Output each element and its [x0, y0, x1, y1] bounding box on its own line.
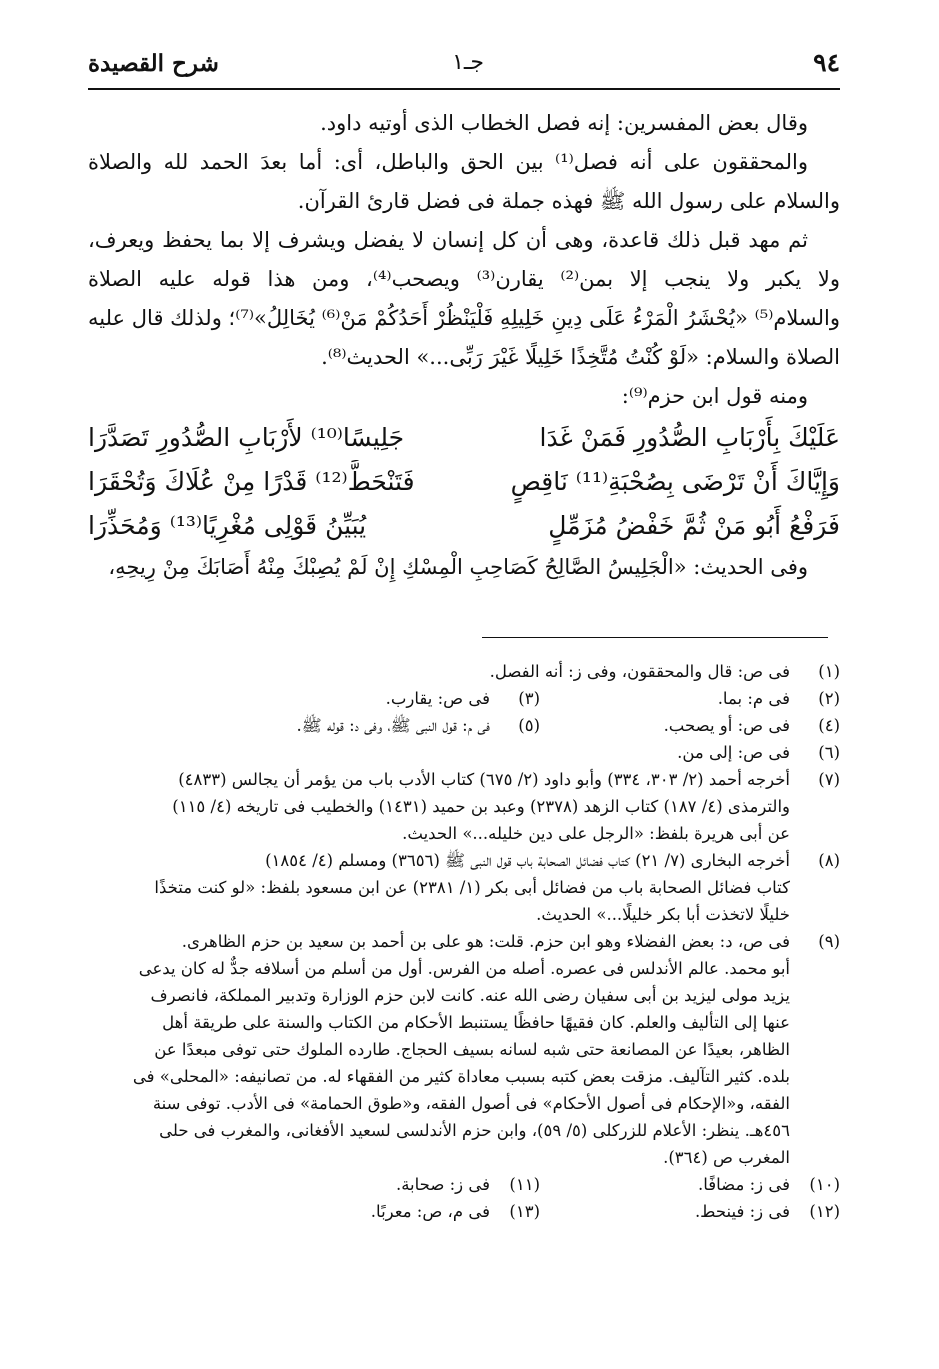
footnotes	[88, 658, 840, 1225]
footnote-line: أخرجه البخارى (٧/ ٢١) كتاب فضائل الصحابة باب قول النبى ﷺ (٣٦٥٦) ومسلم (٤/ ١٨٥٤)	[265, 851, 790, 870]
footnote-text	[88, 847, 790, 928]
footnote-separator	[482, 637, 828, 638]
footnote-line: والترمذى (٤/ ١٨٧) كتاب الزهد (٢٣٧٨) وعبد بن حميد (١٤٣١) والخطيب فى تاريخه (٤/ ١١٥)	[172, 797, 790, 816]
page-number: ٩٤	[813, 48, 840, 77]
footnote-number: (٩)	[818, 932, 840, 951]
text-line: الصلاة والسلام: «لَوْ كُنْتُ مُتَّخِذًا خَلِيلًا غَيْرَ رَبِّى...» الحديث⁽⁸⁾.	[321, 345, 840, 369]
footnote-text: فى ز: فينحط.	[694, 1202, 790, 1221]
footnote-number: (١٠)	[809, 1175, 840, 1194]
footnote-line: المغرب ص (٣٦٤).	[663, 1148, 790, 1167]
part-number: جـ١	[452, 50, 484, 75]
running-header	[88, 40, 840, 84]
footnote-line: ٤٥٦هـ. ينظر: الأعلام للزركلى (٥/ ٥٩)، وابن حزم الأندلسى لسعيد الأفغانى، والمغرب فى حلى	[159, 1121, 790, 1140]
header-rule	[88, 88, 840, 90]
footnote	[88, 928, 840, 1171]
footnote-number: (٤)	[818, 716, 840, 735]
verse-first-hemistich: عَلَيْكَ بِأَرْبَابِ الصُّدُورِ فَمَنْ غَدَا	[539, 423, 840, 452]
footnote	[540, 1171, 840, 1198]
footnote-text: فى ز: مضافًا.	[698, 1175, 790, 1194]
footnote-text	[88, 928, 790, 1171]
text-line: وفى الحديث: «الْجَلِيسُ الصَّالِحُ كَصَاحِبِ الْمِسْكِ إِنْ لَمْ يُصِبْكَ مِنْهُ أَصَابَكَ مِنْ رِيحِهِ،	[108, 555, 808, 579]
footnote	[140, 1171, 540, 1198]
footnote-text: فى ص: قال والمحققون، وفى ز: أنه الفصل.	[489, 662, 790, 681]
footnote-text: فى م، ص: معربًا.	[370, 1202, 490, 1221]
footnote-row	[88, 712, 840, 739]
text-line: ولا يكبر ولا ينجب إلا بمن⁽²⁾ يقارن⁽³⁾ ويصحب⁽⁴⁾، ومن هذا قوله عليه الصلاة	[88, 267, 840, 291]
footnote-line: عنها إلى التأليف والعلم. كان فقيهًا حافظًا يستنبط الأحكام من الكتاب والسنة على طريقة أهل	[162, 1013, 790, 1032]
footnote-row	[88, 1198, 840, 1225]
footnote-text: فى م: بما.	[717, 689, 790, 708]
poem-verse	[88, 416, 840, 460]
footnote-number: (٢)	[818, 689, 840, 708]
footnote-number: (٥)	[518, 716, 540, 735]
footnote-text	[88, 766, 790, 847]
poem-verse	[88, 504, 840, 548]
footnote	[88, 739, 840, 766]
text-line: والسلام على رسول الله ﷺ فهذه جملة فى فضل قارئ القرآن.	[297, 189, 840, 213]
footnote-number: (٦)	[818, 743, 840, 762]
footnote-text: فى ص: إلى من.	[677, 743, 790, 762]
footnote-line: الفقه، و«الإحكام فى أصول الأحكام» فى أصول الفقه، و«طوق الحمامة» فى الأدب. توفى سنة	[152, 1094, 790, 1113]
verse-first-hemistich: وَإِيَّاكَ أَنْ تَرْضَى بِصُحْبَةِ⁽¹¹⁾ نَاقِصٍ	[510, 467, 840, 496]
footnote-row	[88, 685, 840, 712]
footnote-line: كتاب فضائل الصحابة باب من فضائل أبى بكر (١/ ٢٣٨١) عن ابن مسعود بلفظ: «لو كنت متخذًا	[154, 878, 790, 897]
footnote-text: فى م: قول النبى ﷺ، وفى د: قوله ﷺ.	[296, 716, 490, 735]
footnote	[88, 658, 840, 685]
text-line: والمحققون على أنه فصل⁽¹⁾ بين الحق والباطل، أى: أما بعدَ الحمد لله والصلاة	[88, 150, 808, 174]
footnote	[540, 685, 840, 712]
text-line: ومنه قول ابن حزم⁽⁹⁾:	[621, 384, 808, 408]
footnote-number: (١٢)	[809, 1202, 840, 1221]
main-text	[88, 104, 840, 587]
verse-second-hemistich: فَتَنْحَطَّ⁽¹²⁾ قَدْرًا مِنْ عُلَاكَ وَتُحْقَرَا	[88, 467, 415, 496]
footnote	[140, 1198, 540, 1225]
footnote-number: (١١)	[509, 1175, 540, 1194]
footnote	[540, 1198, 840, 1225]
book-title: شرح القصيدة	[88, 50, 219, 77]
footnote-number: (٧)	[818, 770, 840, 789]
footnote-line: أخرجه أحمد (٢/ ٣٠٣، ٣٣٤) وأبو داود (٢/ ٦٧٥) كتاب الأدب باب من يؤمر أن يجالس (٤٨٣٣)	[178, 770, 790, 789]
footnote-number: (٨)	[818, 851, 840, 870]
footnote-row	[88, 1171, 840, 1198]
footnote-line: فى ص، د: بعض الفضلاء وهو ابن حزم. قلت: هو على بن أحمد بن سعيد بن حزم الظاهرى.	[181, 932, 790, 951]
footnote-text: فى ص: أو يصحب.	[663, 716, 790, 735]
footnote-line: يزيد مولى ليزيد بن أبى سفيان رضى الله عنه. كانت لابن حزم الوزارة وتدبير المملكة، فانصرف	[150, 986, 790, 1005]
poem-verse	[88, 460, 840, 504]
text-line: ثم مهد قبل ذلك قاعدة، وهى أن كل إنسان لا يفضل ويشرف إلا بما يحفظ ويعرف،	[88, 228, 808, 252]
text-line: والسلام⁽⁵⁾ «يُحْشَرُ الْمَرْءُ عَلَى دِينِ خَلِيلِهِ فَلْيَنْظُرْ أَحَدُكُمْ مَنْ⁽⁶⁾ يُخَالِلُ»⁽⁷⁾؛ ولذلك قال عليه	[88, 306, 840, 330]
footnote-number: (١٣)	[509, 1202, 540, 1221]
footnote	[88, 847, 840, 928]
footnote-line: أبو محمد. عالم الأندلس فى عصره. أصله من الفرس. أول من أسلم من أسلافه جدٌّ له كان يدعى	[138, 959, 790, 978]
footnote-number: (١)	[818, 662, 840, 681]
footnote-text: فى ز: صحابة.	[395, 1175, 490, 1194]
footnote-line: عن أبى هريرة بلفظ: «الرجل على دين خليله...» الحديث.	[402, 824, 790, 843]
footnote	[140, 685, 540, 712]
footnote-text: فى ص: يقارب.	[385, 689, 490, 708]
footnote	[540, 712, 840, 739]
verse-first-hemistich: فَرَفْعُ أَبُو مَنْ ثُمَّ خَفْضُ مُزَمِّلٍ	[548, 511, 840, 540]
footnote-line: خليلًا لاتخذت أبا بكر خليلًا...» الحديث.	[536, 905, 790, 924]
footnote	[88, 766, 840, 847]
footnote-line: بلده. كثير التآليف. مزقت بعض كتبه بسبب معاداة كثير من الفقهاء له. من تصانيفه: «المحلى» فى	[132, 1067, 790, 1086]
footnote-number: (٣)	[518, 689, 540, 708]
footnote	[140, 712, 540, 739]
footnote-line: الظاهر، بعيدًا عن المصانعة حتى شبه لسانه بسيف الحجاج. طارده الملوك حتى توفى مبعدًا عن	[154, 1040, 790, 1059]
verse-second-hemistich: جَلِيسًا⁽¹⁰⁾ لأَرْبَابِ الصُّدُورِ تَصَدَّرَا	[88, 423, 405, 452]
text-line: وقال بعض المفسرين: إنه فصل الخطاب الذى أوتيه داود.	[320, 111, 808, 135]
verse-second-hemistich: يُبَيِّنُ قَوْلِى مُغْرِيًا⁽¹³⁾ وَمُحَذِّرَا	[88, 511, 367, 540]
